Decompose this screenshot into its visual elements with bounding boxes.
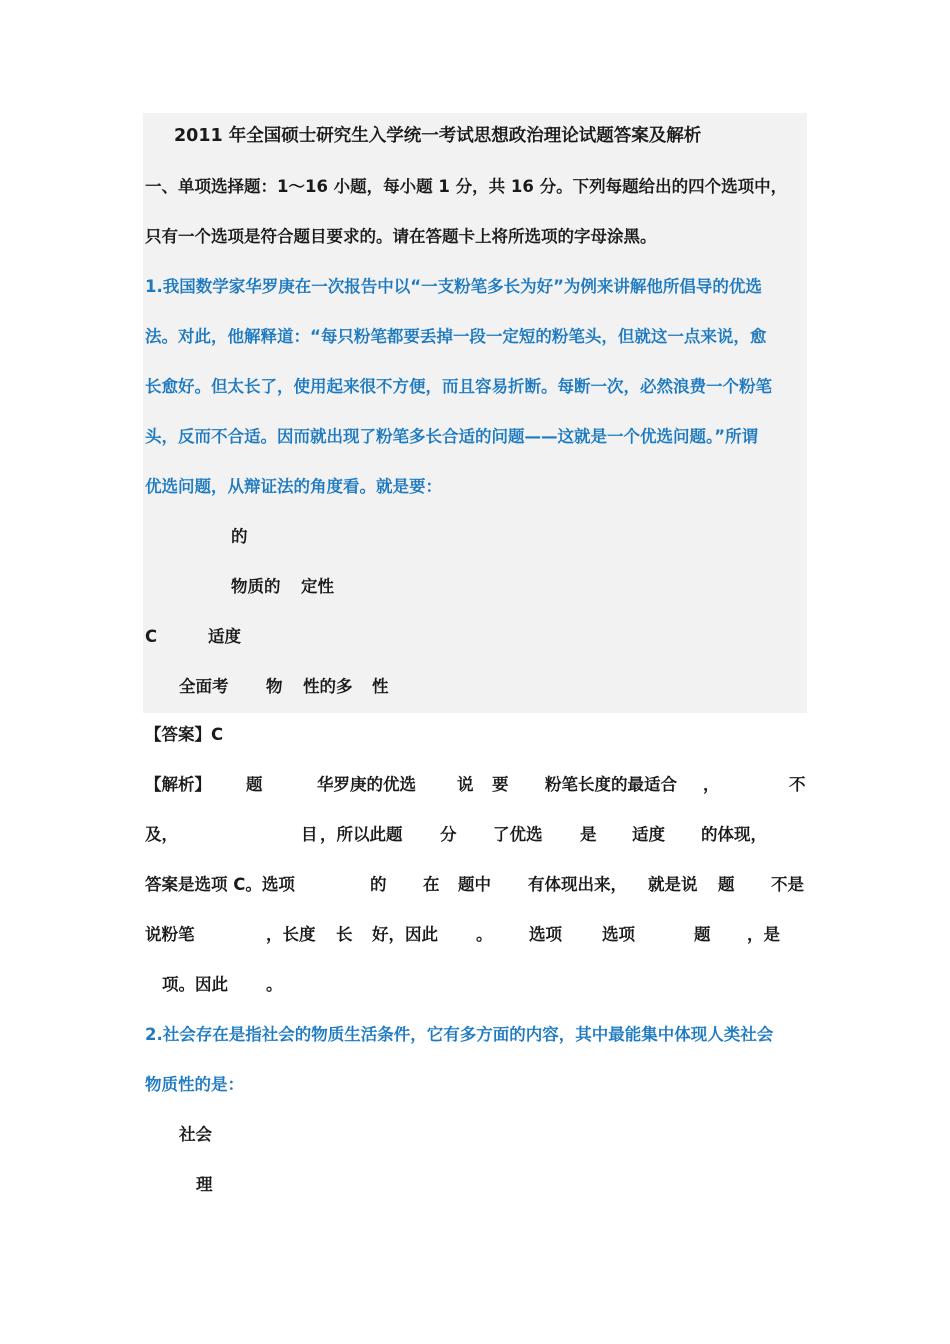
analysis-2-seg-6: 是 (580, 825, 597, 844)
analysis-3-seg-3: 在 (423, 875, 440, 894)
analysis-1-seg-4: 说 (457, 775, 474, 794)
analysis-3-seg-4: 题中 (458, 875, 491, 894)
section-instructions-line-2: 只有一个选项是符合题目要求的。请在答题卡上将所选项的字母涂黑。 (145, 227, 657, 246)
analysis-3-seg-7: 题 (718, 875, 735, 894)
question-1-option-d-part-1: 全面考 (179, 677, 229, 696)
question-1-line-5: 优选问题，从辩证法的角度看。就是要： (145, 477, 442, 496)
analysis-4-seg-5: 。 (476, 925, 493, 944)
analysis-4-seg-4: 好，因此 (372, 925, 438, 944)
analysis-1-seg-7: ， (703, 775, 720, 794)
question-1-option-c-letter: C (145, 627, 158, 646)
question-1-answer: 【答案】C (145, 725, 224, 744)
question-1-line-1: 1.我国数学家华罗庚在一次报告中以“一支粉笔多长为好”为例来讲解他所倡导的优选 (145, 277, 762, 296)
question-1-line-4: 头，反而不合适。因而就出现了粉笔多长合适的问题——这就是一个优选问题。”所谓 (145, 427, 759, 446)
analysis-1-seg-5: 要 (492, 775, 509, 794)
question-2-option-a: 社会 (179, 1125, 212, 1144)
analysis-1-seg-6: 粉笔长度的最适合 (545, 775, 677, 794)
analysis-4-seg-8: 题 (694, 925, 711, 944)
analysis-4-seg-2: ，长度 (266, 925, 316, 944)
question-1-option-a: 的 (231, 527, 248, 546)
question-1-option-d-part-2: 物 (266, 677, 283, 696)
analysis-4-seg-9: ，是 (747, 925, 780, 944)
analysis-2-seg-3: ，所以此题 (320, 825, 403, 844)
analysis-2-seg-2: 目 (301, 825, 318, 844)
question-1-option-b-part-1: 物质的 (231, 577, 281, 596)
analysis-1-seg-1: 【解析】 (145, 775, 211, 794)
analysis-2-seg-1: 及， (145, 825, 178, 844)
question-1-line-3: 长愈好。但太长了，使用起来很不方便，而且容易折断。每断一次，必然浪费一个粉笔 (145, 377, 772, 396)
analysis-5-seg-1: 项。因此 (162, 975, 228, 994)
analysis-4-seg-7: 选项 (602, 925, 635, 944)
analysis-1-seg-3: 华罗庚的优选 (317, 775, 416, 794)
analysis-5-seg-2: 。 (266, 975, 283, 994)
question-2-line-2: 物质性的是： (145, 1075, 244, 1094)
analysis-1-seg-2: 题 (246, 775, 263, 794)
analysis-2-seg-4: 分 (440, 825, 457, 844)
question-1-option-d-part-3: 性的多 (303, 677, 353, 696)
question-2-option-b: 理 (196, 1175, 213, 1194)
analysis-1-seg-8: 不 (789, 775, 806, 794)
question-1-line-2: 法。对此，他解释道：“每只粉笔都要丢掉一段一定短的粉笔头，但就这一点来说，愈 (145, 327, 767, 346)
question-1-option-b-part-2: 定性 (301, 577, 334, 596)
analysis-4-seg-6: 选项 (529, 925, 562, 944)
analysis-4-seg-3: 长 (336, 925, 353, 944)
question-2-line-1: 2.社会存在是指社会的物质生活条件，它有多方面的内容，其中最能集中体现人类社会 (145, 1025, 774, 1044)
highlighted-block (143, 113, 807, 713)
analysis-4-seg-1: 说粉笔 (145, 925, 195, 944)
section-instructions-line-1: 一、单项选择题：1～16 小题，每小题 1 分，共 16 分。下列每题给出的四个选项中， (145, 177, 788, 196)
analysis-3-seg-5: 有体现出来， (528, 875, 627, 894)
analysis-3-seg-2: 的 (370, 875, 387, 894)
document-title: 2011 年全国硕士研究生入学统一考试思想政治理论试题答案及解析 (174, 126, 702, 146)
question-1-option-d-part-4: 性 (372, 677, 389, 696)
question-1-option-c-text: 适度 (208, 627, 241, 646)
analysis-2-seg-7: 适度 (632, 825, 665, 844)
analysis-2-seg-8: 的体现， (701, 825, 767, 844)
analysis-3-seg-6: 就是说 (648, 875, 698, 894)
analysis-3-seg-1: 答案是选项 C。选项 (145, 875, 295, 894)
analysis-3-seg-8: 不是 (771, 875, 804, 894)
analysis-2-seg-5: 了优选 (493, 825, 543, 844)
